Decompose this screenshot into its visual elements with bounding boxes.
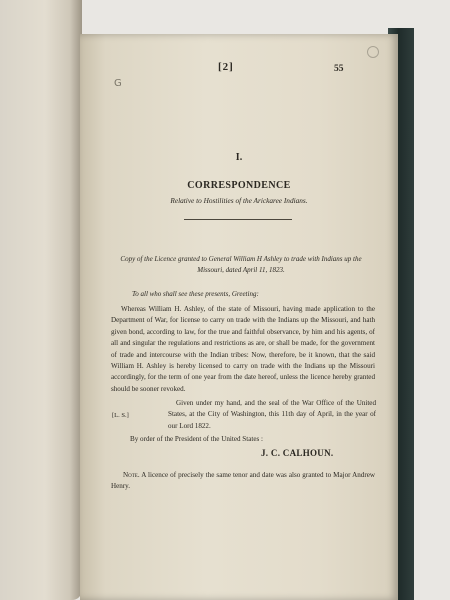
seal-mark: [L. S.] <box>112 412 129 419</box>
divider <box>184 219 292 220</box>
document-caption: Copy of the Licence granted to General William H Ashley to trade with Indians up the Missouri, dated April 11, 1823. <box>120 255 362 274</box>
pencil-circle-icon <box>367 46 379 58</box>
note-label: Note. <box>123 471 140 479</box>
page-number: 55 <box>334 64 344 74</box>
pencil-annotation: G <box>114 78 122 89</box>
facing-page-edge <box>0 0 82 600</box>
signatory: J. C. CALHOUN. <box>261 448 334 458</box>
greeting: To all who shall see these presents, Greeting: <box>132 290 259 298</box>
given-clause: Given under my hand, and the seal of the War Office of the United States, at the City of Washington, this 11th day of April, in the year of our Lord 1822. <box>168 399 376 430</box>
note-text: A licence of precisely the same tenor and date was also granted to Major Andrew Henry. <box>111 471 375 491</box>
note-paragraph <box>111 470 375 493</box>
page-signature-mark: [2] <box>218 61 234 73</box>
licence-body: Whereas William H. Ashley, of the state of Missouri, having made application to the Department of War, for license to carry on trade with the Indians up the Missouri, and hath given bond, according to law, for the true and faithful observance, by him and his agents, of all and singular the regulations and restrictions as are, or shall be made, for the government of trade and intercourse with the Indian tribes: Now, therefore, be it known, that the said William H. Ashley is hereby licensed to carry on trade with the Indians up the Missouri accordingly, for the term of one year from the date hereof, unless the licence hereby granted should be sooner revoked. <box>111 305 375 393</box>
section-numeral: I. <box>235 152 243 163</box>
page-title: CORRESPONDENCE <box>187 180 291 191</box>
document-page <box>80 34 398 600</box>
page-subtitle: Relative to Hostilities of the Arickaree Indians. <box>170 196 308 205</box>
by-order-line: By order of the President of the United States : <box>130 435 263 443</box>
